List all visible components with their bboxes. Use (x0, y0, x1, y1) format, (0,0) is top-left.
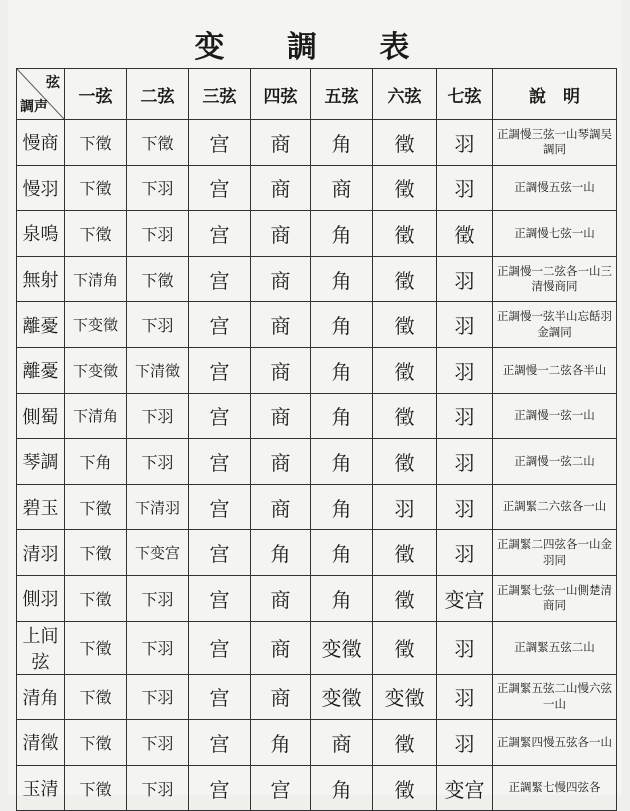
header-col-7: 七弦 (437, 69, 493, 120)
string-5-cell: 角 (311, 302, 373, 348)
string-3-cell: 宫 (189, 575, 251, 621)
string-5-cell: 变徵 (311, 674, 373, 720)
string-7-cell: 徵 (437, 211, 493, 257)
explanation-cell: 正調慢三弦一山琴調吴調同 (493, 120, 617, 166)
string-2-cell: 下清羽 (127, 484, 189, 530)
string-7-cell: 羽 (437, 393, 493, 439)
string-3-cell: 宫 (189, 165, 251, 211)
string-2-cell: 下羽 (127, 165, 189, 211)
string-2-cell: 下羽 (127, 621, 189, 674)
table-row (17, 439, 617, 485)
table-row (17, 575, 617, 621)
string-2-cell: 下清徵 (127, 347, 189, 393)
string-2-cell: 下徵 (127, 120, 189, 166)
page-title: 变 調 表 (194, 30, 436, 65)
string-5-cell: 商 (311, 720, 373, 766)
string-7-cell: 羽 (437, 674, 493, 720)
string-2-cell: 下羽 (127, 575, 189, 621)
string-3-cell: 宫 (189, 720, 251, 766)
string-5-cell: 角 (311, 575, 373, 621)
string-6-cell: 变徵 (373, 674, 437, 720)
string-2-cell: 下羽 (127, 302, 189, 348)
string-2-cell: 下羽 (127, 439, 189, 485)
string-7-cell: 羽 (437, 484, 493, 530)
explanation-cell: 正調慢七弦一山 (493, 211, 617, 257)
explanation-cell: 正調慢一二弦各半山 (493, 347, 617, 393)
mode-name-cell: 清徵 (17, 720, 65, 766)
table-row (17, 484, 617, 530)
mode-name-cell: 慢羽 (17, 165, 65, 211)
string-1-cell: 下清角 (65, 393, 127, 439)
string-7-cell: 变宫 (437, 575, 493, 621)
explanation-cell: 正調緊五弦二山慢六弦一山 (493, 674, 617, 720)
explanation-cell: 正調慢一弦一山 (493, 393, 617, 439)
table-row (17, 211, 617, 257)
string-6-cell: 徵 (373, 302, 437, 348)
explanation-cell: 正調緊五弦二山 (493, 621, 617, 674)
mode-name-cell: 離憂 (17, 347, 65, 393)
explanation-cell: 正調緊四慢五弦各一山 (493, 720, 617, 766)
string-3-cell: 宫 (189, 530, 251, 576)
string-6-cell: 徵 (373, 165, 437, 211)
explanation-cell: 正調緊二六弦各一山 (493, 484, 617, 530)
mode-name-cell: 清角 (17, 674, 65, 720)
string-1-cell: 下变徵 (65, 347, 127, 393)
string-1-cell: 下角 (65, 439, 127, 485)
string-6-cell: 徵 (373, 720, 437, 766)
string-5-cell: 商 (311, 165, 373, 211)
string-4-cell: 商 (251, 165, 311, 211)
table-row (17, 674, 617, 720)
string-7-cell: 羽 (437, 302, 493, 348)
header-corner (17, 69, 65, 120)
mode-name-cell: 側羽 (17, 575, 65, 621)
mode-name-cell: 無射 (17, 256, 65, 302)
explanation-cell: 正調慢一弦二山 (493, 439, 617, 485)
mode-name-cell: 上间弦 (17, 621, 65, 674)
string-4-cell: 商 (251, 256, 311, 302)
string-6-cell: 羽 (373, 484, 437, 530)
mode-name-cell: 清羽 (17, 530, 65, 576)
page (8, 0, 622, 802)
mode-name-cell: 碧玉 (17, 484, 65, 530)
string-6-cell: 徵 (373, 439, 437, 485)
string-5-cell: 角 (311, 347, 373, 393)
string-5-cell: 角 (311, 484, 373, 530)
header-col-3: 三弦 (189, 69, 251, 120)
string-2-cell: 下羽 (127, 674, 189, 720)
explanation-cell: 正調緊二四弦各一山金羽同 (493, 530, 617, 576)
table-row (17, 302, 617, 348)
string-4-cell: 商 (251, 393, 311, 439)
string-7-cell: 羽 (437, 439, 493, 485)
string-6-cell: 徵 (373, 211, 437, 257)
string-6-cell: 徵 (373, 530, 437, 576)
header-col-4: 四弦 (251, 69, 311, 120)
string-5-cell: 角 (311, 211, 373, 257)
header-col-2: 二弦 (127, 69, 189, 120)
string-5-cell: 变徵 (311, 621, 373, 674)
string-3-cell: 宫 (189, 256, 251, 302)
string-4-cell: 商 (251, 120, 311, 166)
mode-name-cell: 玉清 (17, 765, 65, 811)
explanation-cell: 正調慢一弦半山忘餂羽金調同 (493, 302, 617, 348)
table-row (17, 530, 617, 576)
explanation-cell: 正調緊七慢四弦各 (493, 765, 617, 811)
explanation-cell: 正調緊七弦一山側楚清商同 (493, 575, 617, 621)
mode-name-cell: 慢商 (17, 120, 65, 166)
string-1-cell: 下徵 (65, 120, 127, 166)
explanation-cell: 正調慢五弦一山 (493, 165, 617, 211)
string-1-cell: 下徵 (65, 211, 127, 257)
string-6-cell: 徵 (373, 765, 437, 811)
string-6-cell: 徵 (373, 393, 437, 439)
string-1-cell: 下徵 (65, 765, 127, 811)
string-3-cell: 宫 (189, 621, 251, 674)
string-7-cell: 羽 (437, 347, 493, 393)
table-row (17, 347, 617, 393)
header-col-6: 六弦 (373, 69, 437, 120)
string-3-cell: 宫 (189, 393, 251, 439)
string-1-cell: 下徵 (65, 484, 127, 530)
table-row (17, 165, 617, 211)
table-body (17, 120, 617, 811)
string-4-cell: 商 (251, 302, 311, 348)
string-2-cell: 下变宫 (127, 530, 189, 576)
mode-name-cell: 離憂 (17, 302, 65, 348)
string-7-cell: 羽 (437, 120, 493, 166)
header-col-1: 一弦 (65, 69, 127, 120)
corner-label-string: 弦 (46, 75, 60, 91)
string-6-cell: 徵 (373, 575, 437, 621)
string-3-cell: 宫 (189, 484, 251, 530)
string-4-cell: 宫 (251, 765, 311, 811)
string-2-cell: 下羽 (127, 393, 189, 439)
string-4-cell: 商 (251, 347, 311, 393)
table-header-row (17, 69, 617, 120)
table-row (17, 256, 617, 302)
header-col-5: 五弦 (311, 69, 373, 120)
string-4-cell: 角 (251, 530, 311, 576)
string-1-cell: 下徵 (65, 530, 127, 576)
table-row (17, 120, 617, 166)
table-row (17, 393, 617, 439)
header-col-notes: 說 明 (493, 69, 617, 120)
string-2-cell: 下羽 (127, 211, 189, 257)
mode-name-cell: 泉鳴 (17, 211, 65, 257)
string-3-cell: 宫 (189, 120, 251, 166)
corner-label-mode: 調声 (20, 99, 48, 115)
string-3-cell: 宫 (189, 347, 251, 393)
string-4-cell: 角 (251, 720, 311, 766)
string-6-cell: 徵 (373, 256, 437, 302)
string-7-cell: 羽 (437, 720, 493, 766)
mode-name-cell: 琴調 (17, 439, 65, 485)
string-4-cell: 商 (251, 484, 311, 530)
string-1-cell: 下徵 (65, 674, 127, 720)
string-1-cell: 下清角 (65, 256, 127, 302)
string-4-cell: 商 (251, 575, 311, 621)
string-5-cell: 角 (311, 765, 373, 811)
string-3-cell: 宫 (189, 765, 251, 811)
string-1-cell: 下徵 (65, 621, 127, 674)
string-5-cell: 角 (311, 439, 373, 485)
string-6-cell: 徵 (373, 120, 437, 166)
string-3-cell: 宫 (189, 302, 251, 348)
string-7-cell: 羽 (437, 621, 493, 674)
string-4-cell: 商 (251, 211, 311, 257)
string-3-cell: 宫 (189, 211, 251, 257)
string-3-cell: 宫 (189, 439, 251, 485)
string-5-cell: 角 (311, 120, 373, 166)
string-4-cell: 商 (251, 439, 311, 485)
string-3-cell: 宫 (189, 674, 251, 720)
string-5-cell: 角 (311, 530, 373, 576)
string-1-cell: 下徵 (65, 720, 127, 766)
string-6-cell: 徵 (373, 347, 437, 393)
string-4-cell: 商 (251, 621, 311, 674)
string-5-cell: 角 (311, 256, 373, 302)
string-2-cell: 下羽 (127, 720, 189, 766)
string-2-cell: 下徵 (127, 256, 189, 302)
string-1-cell: 下徵 (65, 575, 127, 621)
tuning-table (16, 68, 617, 811)
string-7-cell: 羽 (437, 530, 493, 576)
explanation-cell: 正調慢一二弦各一山三清慢商同 (493, 256, 617, 302)
mode-name-cell: 側蜀 (17, 393, 65, 439)
table-row (17, 765, 617, 811)
string-4-cell: 商 (251, 674, 311, 720)
table-row (17, 621, 617, 674)
string-7-cell: 羽 (437, 256, 493, 302)
string-5-cell: 角 (311, 393, 373, 439)
string-7-cell: 羽 (437, 165, 493, 211)
table-row (17, 720, 617, 766)
string-6-cell: 徵 (373, 621, 437, 674)
string-1-cell: 下徵 (65, 165, 127, 211)
string-7-cell: 变宫 (437, 765, 493, 811)
string-1-cell: 下变徵 (65, 302, 127, 348)
string-2-cell: 下羽 (127, 765, 189, 811)
